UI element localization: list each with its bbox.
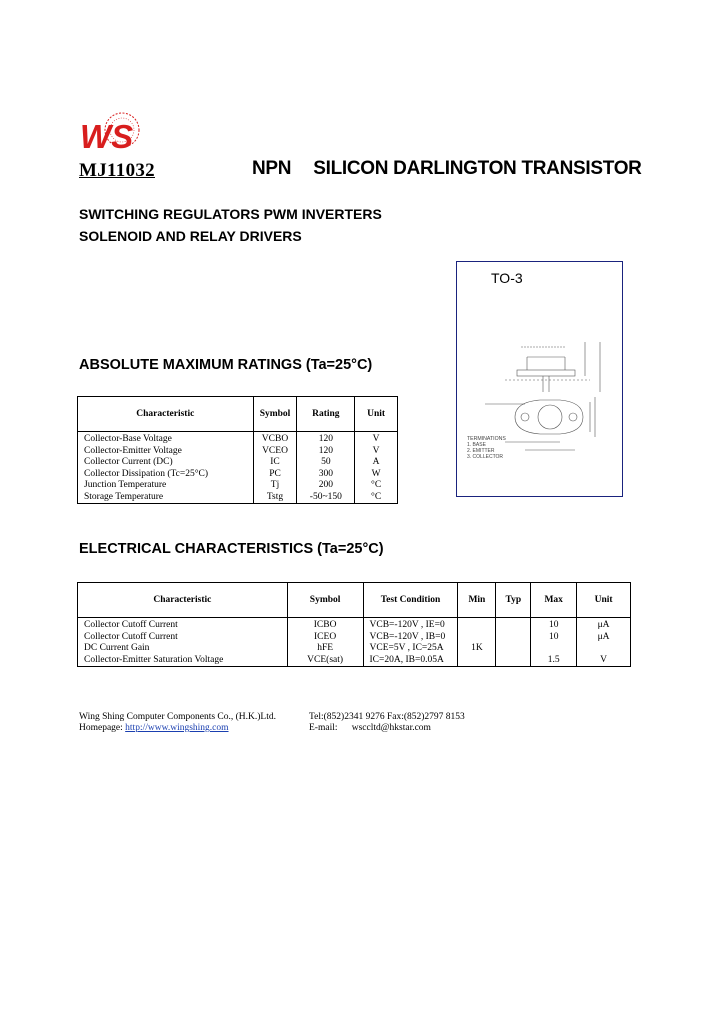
footer-email-row: [309, 723, 431, 733]
footer-homepage-row: [79, 723, 229, 733]
svg-text:3. COLLECTOR: 3. COLLECTOR: [467, 454, 504, 460]
table-row: Collector Cutoff Current ICEO VCB=-120V , IB=0 10 μA: [78, 632, 631, 644]
package-name: TO-3: [491, 270, 523, 286]
col-unit: Unit: [355, 397, 398, 432]
table-row: Storage Temperature Tstg -50~150 °C: [78, 492, 398, 504]
elec-char-table: [77, 582, 631, 667]
table-row: Collector Dissipation (Tc=25°C) PC 300 W: [78, 469, 398, 481]
svg-text:WS: WS: [80, 118, 134, 155]
homepage-link[interactable]: http://www.wingshing.com: [125, 723, 229, 733]
table-header-row: [78, 583, 631, 618]
col-rating: Rating: [297, 397, 355, 432]
table-row: Collector-Emitter Saturation Voltage VCE(sat) IC=20A, IB=0.05A 1.5 V: [78, 655, 631, 667]
table-row: Collector-Base Voltage VCBO 120 V: [78, 432, 398, 446]
email-label: E-mail:: [309, 723, 338, 733]
table-row: Collector Current (DC) IC 50 A: [78, 457, 398, 469]
col-test-condition: Test Condition: [363, 583, 458, 618]
footer-phone: Tel:(852)2341 9276 Fax:(852)2797 8153: [309, 712, 465, 722]
table-row: Junction Temperature Tj 200 °C: [78, 480, 398, 492]
col-symbol: Symbol: [253, 397, 297, 432]
svg-text:2. EMITTER: 2. EMITTER: [467, 448, 495, 454]
footer-company: Wing Shing Computer Components Co., (H.K.)Ltd.: [79, 712, 276, 722]
email-address[interactable]: wsccltd@hkstar.com: [351, 723, 431, 733]
company-logo: [78, 110, 142, 160]
application-line-2: SOLENOID AND RELAY DRIVERS: [79, 228, 302, 244]
package-drawing: [465, 332, 615, 492]
abs-max-title: ABSOLUTE MAXIMUM RATINGS (Ta=25°C): [79, 357, 373, 373]
table-row: DC Current Gain hFE VCE=5V , IC=25A 1K: [78, 643, 631, 655]
col-characteristic: Characteristic: [78, 397, 254, 432]
col-symbol: Symbol: [287, 583, 363, 618]
package-outline-box: [456, 261, 623, 497]
col-typ: Typ: [496, 583, 531, 618]
table-row: Collector Cutoff Current ICBO VCB=-120V , IE=0 10 μA: [78, 618, 631, 632]
part-number: MJ11032: [79, 160, 155, 181]
table-header-row: [78, 397, 398, 432]
col-max: Max: [531, 583, 577, 618]
polarity: NPN: [252, 158, 292, 179]
abs-max-table: [77, 396, 398, 504]
svg-text:TERMINATIONS: TERMINATIONS: [467, 436, 506, 442]
col-min: Min: [458, 583, 496, 618]
svg-text:1. BASE: 1. BASE: [467, 442, 486, 448]
application-line-1: SWITCHING REGULATORS PWM INVERTERS: [79, 206, 382, 222]
col-characteristic: Characteristic: [78, 583, 288, 618]
device-description: SILICON DARLINGTON TRANSISTOR: [313, 158, 642, 179]
device-title: [252, 158, 642, 180]
elec-char-title: ELECTRICAL CHARACTERISTICS (Ta=25°C): [79, 541, 384, 557]
table-row: Collector-Emitter Voltage VCEO 120 V: [78, 446, 398, 458]
homepage-label: Homepage:: [79, 723, 123, 733]
col-unit: Unit: [577, 583, 631, 618]
